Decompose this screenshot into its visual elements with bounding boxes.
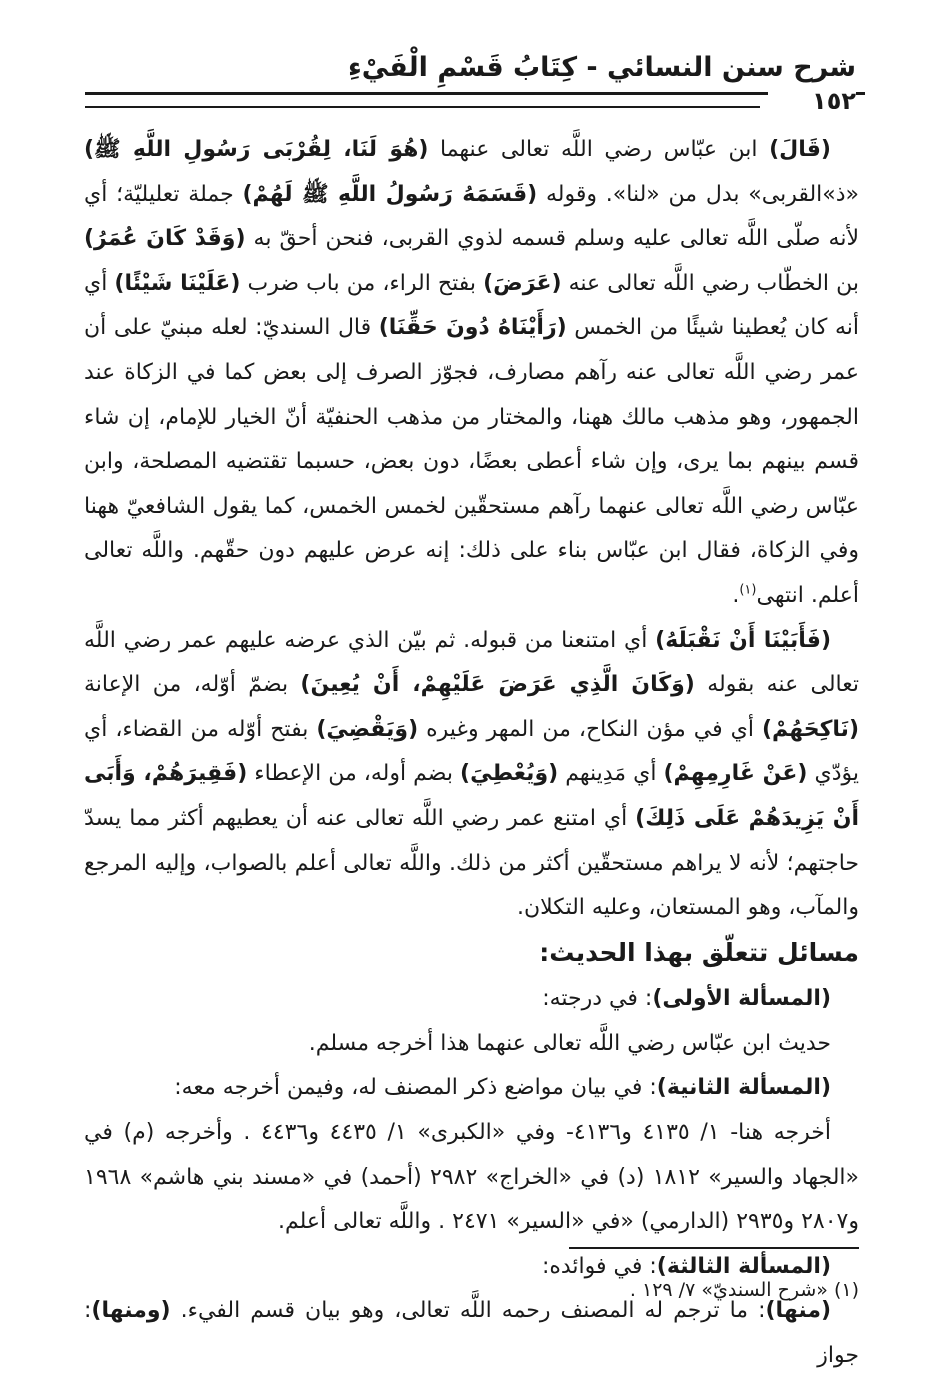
commentary-text: أي في مؤن النكاح، من المهر وغيره xyxy=(418,716,762,742)
commentary-text: «ذ»القربى» بدل من «لنا». وقوله xyxy=(537,181,860,207)
quoted-text: (رَأَيْنَاهُ دُونَ حَقِّنَا) xyxy=(378,315,567,341)
issue-1-detail: حديث ابن عبّاس رضي اللَّه تعالى عنهما هذا أخرجه مسلم. xyxy=(308,1030,831,1056)
section-heading xyxy=(84,931,859,978)
benefit-text: : جواز xyxy=(84,1298,859,1369)
commentary-text: أي امتنعنا من قبوله. ثم بيّن الذي عرضه عليهم عمر رضي اللَّه تعالى عنه بقوله xyxy=(84,627,860,698)
quoted-text: (نَاكِحَهُمْ) xyxy=(761,716,859,742)
commentary-text: بفتح الراء، من باب ضرب xyxy=(240,270,484,296)
quoted-text: (وَيَقْضِيَ) xyxy=(316,716,419,742)
issue-1-heading xyxy=(84,977,859,1022)
commentary-text: أي أنه كان يُعطينا شيئًا من الخمس xyxy=(84,270,860,341)
quoted-text: (عَلَيْنَا شَيْئًا) xyxy=(114,270,241,296)
footnote-marker: (١) xyxy=(739,582,757,598)
commentary-text: قال السنديّ: لعله مبنيّ على أن عمر رضي اللَّه تعالى عنه رآهم مصارف، فجوّز الصرف إلى بعض كما في الزكاة عند الجمهور، وهو مذهب مالك ههنا، والمختار من مذهب الحنفيّة أنّ الخيار للإمام، إن شاء قسم بينهم بما يرى، وإن شاء أعطى بعضًا، دون بعض، حسبما تقتضيه المصلحة، وابن عبّاس رضي اللَّه تعالى عنهما رآهم مستحقّين لخمس الخمس، كما يقول الشافعيّ ههنا وفي الزكاة، فقال ابن عبّاس بناء على ذلك: إنه عرض عليهم دون حقّهم. واللَّه تعالى أعلم. انتهى xyxy=(84,315,859,608)
commentary-text: بفتح أوّله من القضاء، أي يؤدّي xyxy=(84,716,860,787)
commentary-paragraph-2 xyxy=(84,619,859,931)
commentary-text: . xyxy=(732,582,740,608)
quoted-text: (وَكَانَ الَّذِي عَرَضَ عَلَيْهِمْ، أَنْ يُعِينَ) xyxy=(300,672,695,698)
commentary-text: أي امتنع عمر رضي اللَّه تعالى عنه أن يعطيهم أكثر مما يسدّ حاجتهم؛ لأنه لا يراهم مستحقّين أكثر من ذلك. واللَّه تعالى أعلم بالصواب، وإليه المرجع والمآب، وهو المستعان، وعليه التكلان. xyxy=(84,805,859,921)
issue-label: (المسألة الأولى) xyxy=(652,986,831,1012)
commentary-text: بن الخطّاب رضي اللَّه تعالى عنه xyxy=(561,270,859,296)
quoted-text: (وَيُعْطِيَ) xyxy=(460,761,559,787)
commentary-text: بضم أوله، من الإعطاء xyxy=(247,761,461,787)
quoted-text: (فَأَبَيْنَا أَنْ نَقْبَلَهُ) xyxy=(655,627,831,653)
issue-text: : في فوائده: xyxy=(541,1253,657,1279)
issue-text: : في بيان مواضع ذكر المصنف له، وفيمن أخرجه معه: xyxy=(174,1075,657,1101)
quoted-text: (عَرَضَ) xyxy=(483,270,562,296)
footnote: (١) «شرح السنديّ» ٧/ ١٢٩ . xyxy=(629,1279,859,1301)
issue-label: (المسألة الثانية) xyxy=(656,1075,831,1101)
benefit-text: : ما ترجم له المصنف رحمه اللَّه تعالى، وهو بيان قسم الفيء. xyxy=(170,1298,766,1324)
benefit-label: (منها) xyxy=(765,1298,831,1324)
quoted-text: (وَقَدْ كَانَ عُمَرُ) xyxy=(84,226,246,252)
main-text xyxy=(84,128,859,1379)
section-heading-text: مسائل تتعلّق بهذا الحديث: xyxy=(539,937,859,967)
page-number: ١٥٢ xyxy=(768,86,856,116)
issue-label: (المسألة الثالثة) xyxy=(656,1253,831,1279)
quoted-text: (قَالَ) xyxy=(769,137,831,162)
commentary-text: أي مَدِينهم xyxy=(558,761,664,787)
issue-2-heading xyxy=(84,1066,859,1111)
commentary-text: جملة تعليليّة؛ أي لأنه صلّى اللَّه تعالى عليه وسلم قسمه لذوي القربى، فنحن أحقّ به xyxy=(84,181,859,252)
quoted-text: (قَسَمَهُ رَسُولُ اللَّهِ ﷺ لَهُمْ) xyxy=(242,181,538,207)
issue-text: : في درجته: xyxy=(542,986,653,1012)
header-rule-bottom xyxy=(85,106,760,108)
quoted-text: (هُوَ لَنَا، لِقُرْبَى رَسُولِ اللَّهِ ﷺ) xyxy=(84,137,429,162)
benefit-label: (ومنها) xyxy=(91,1298,171,1324)
issue-2-detail: أخرجه هنا- ١/ ٤١٣٥ و٤١٣٦- وفي «الكبرى» ١/ ٤٤٣٥ و٤٤٣٦ . وأخرجه (م) في «الجهاد والسير» ١٨١٢ (د) في «الخراج» ٢٩٨٢ (أحمد) في «مسند بني هاشم» ١٩٦٨ و٢٨٠٧ و٢٩٣٥ (الدارمي) «في «السير» ٢٤٧١ . واللَّه تعالى أعلم. xyxy=(84,1120,859,1235)
header-rule-top xyxy=(85,92,865,95)
commentary-paragraph-1 xyxy=(84,128,859,619)
running-head-title: شرح سنن النسائي - كِتَابُ قَسْمِ الْفَيْءِ xyxy=(347,52,856,83)
commentary-text: ابن عبّاس رضي اللَّه تعالى عنهما xyxy=(428,137,770,162)
quoted-text: (عَنْ غَارِمِهِمْ) xyxy=(663,761,808,787)
quoted-text: (فَقِيرَهُمْ، وَأَبَى أَنْ يَزِيدَهُمْ عَلَى ذَلِكَ) xyxy=(84,761,860,831)
footnote-separator xyxy=(569,1247,859,1249)
commentary-text: بضمّ أوّله، من الإعانة xyxy=(84,672,301,698)
